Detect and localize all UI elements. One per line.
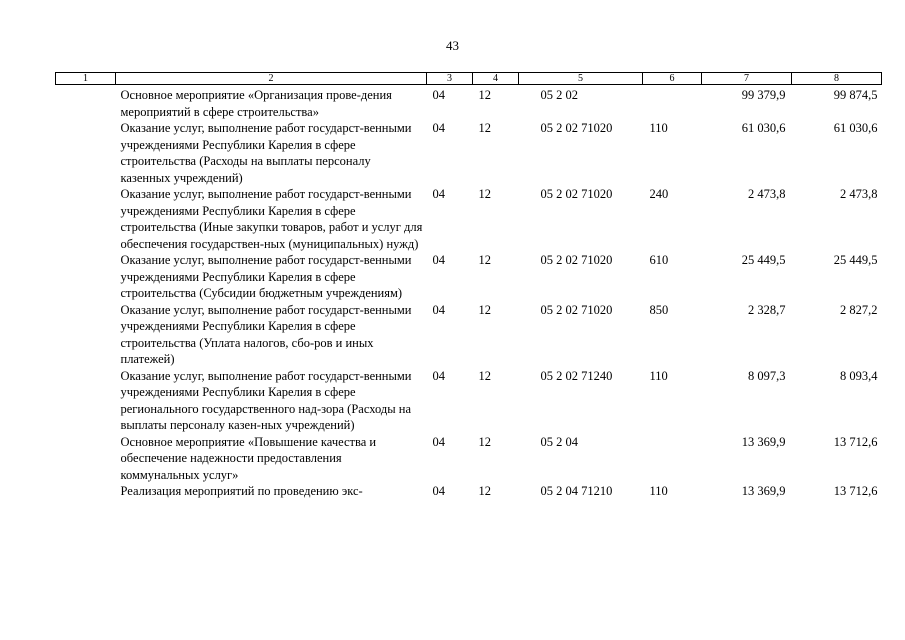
cell-description: Оказание услуг, выполнение работ государст-венными учреждениями Республики Карелия в сфере регионального государственного над-зора (Расходы на выплаты персоналу казен-ных учреждений) <box>120 368 412 432</box>
cell-description: Основное мероприятие «Организация прове-дения мероприятий в сфере строительства» <box>120 88 392 119</box>
cell-col1 <box>56 368 116 434</box>
cell-description: Оказание услуг, выполнение работ государст-венными учреждениями Республики Карелия в сфере строительства (Иные закупки товаров, работ и услуг для обеспечения государствен-ных (муниципальных) нужд) <box>120 187 423 251</box>
cell-amount-8: 61 030,6 <box>833 121 878 135</box>
page-number: 43 <box>446 38 459 53</box>
table-row <box>56 85 882 121</box>
cell-subsection: 12 <box>478 434 491 449</box>
cell-amount-8: 25 449,5 <box>833 253 878 267</box>
table-row <box>56 434 882 484</box>
cell-section: 04 <box>432 484 445 498</box>
table-row <box>56 186 882 252</box>
cell-target-article: 05 2 02 <box>540 88 578 102</box>
cell-description: Оказание услуг, выполнение работ государст-венными учреждениями Республики Карелия в сфере строительства (Уплата налогов, сбо-ров и иных платежей) <box>120 302 412 366</box>
table-row <box>56 368 882 434</box>
column-header-5: 5 <box>519 73 643 85</box>
cell-amount-7: 13 369,9 <box>741 484 786 498</box>
cell-expense-type <box>643 434 702 484</box>
table-row <box>56 120 882 186</box>
cell-target-article: 05 2 02 71020 <box>540 187 613 201</box>
cell-target-article: 05 2 02 71240 <box>540 368 613 383</box>
cell-section: 04 <box>432 253 445 267</box>
cell-col1 <box>56 186 116 252</box>
cell-amount-8: 99 874,5 <box>833 88 878 102</box>
cell-target-article: 05 2 02 71020 <box>540 121 613 135</box>
cell-amount-8: 13 712,6 <box>833 484 878 498</box>
cell-subsection: 12 <box>478 253 491 267</box>
cell-expense-type: 850 <box>649 302 669 317</box>
cell-amount-8: 13 712,6 <box>833 434 878 449</box>
cell-section: 04 <box>432 187 445 201</box>
cell-subsection: 12 <box>478 121 491 135</box>
cell-amount-8: 8 093,4 <box>840 368 878 383</box>
column-header-3: 3 <box>427 73 473 85</box>
cell-expense-type: 240 <box>649 187 669 201</box>
cell-expense-type <box>643 85 702 121</box>
cell-amount-7: 25 449,5 <box>741 253 786 267</box>
cell-col1 <box>56 85 116 121</box>
cell-amount-7: 13 369,9 <box>741 434 786 449</box>
column-header-7: 7 <box>702 73 792 85</box>
cell-description: Реализация мероприятий по проведению экс- <box>120 484 363 498</box>
cell-amount-7: 2 473,8 <box>748 187 786 201</box>
cell-col1 <box>56 483 116 500</box>
cell-subsection: 12 <box>478 302 491 317</box>
column-header-8: 8 <box>792 73 882 85</box>
cell-target-article: 05 2 04 71210 <box>540 484 613 498</box>
cell-description: Основное мероприятие «Повышение качества и обеспечение надежности предоставления коммунальных услуг» <box>120 434 377 482</box>
column-header-2: 2 <box>116 73 427 85</box>
cell-subsection: 12 <box>478 88 491 102</box>
cell-section: 04 <box>432 434 445 449</box>
budget-table <box>55 72 882 500</box>
cell-description: Оказание услуг, выполнение работ государст-венными учреждениями Республики Карелия в сфере строительства (Субсидии бюджетным учреждениям) <box>120 253 412 300</box>
cell-target-article: 05 2 02 71020 <box>540 302 613 317</box>
cell-expense-type: 110 <box>649 121 668 135</box>
cell-expense-type: 110 <box>649 484 668 498</box>
cell-subsection: 12 <box>478 368 491 383</box>
table-row <box>56 483 882 500</box>
cell-subsection: 12 <box>478 484 491 498</box>
cell-amount-7: 2 328,7 <box>748 302 786 317</box>
cell-subsection: 12 <box>478 187 491 201</box>
cell-section: 04 <box>432 121 445 135</box>
cell-description: Оказание услуг, выполнение работ государст-венными учреждениями Республики Карелия в сфере строительства (Расходы на выплаты персоналу казенных учреждений) <box>120 121 412 185</box>
cell-section: 04 <box>432 88 445 102</box>
cell-amount-7: 61 030,6 <box>741 121 786 135</box>
cell-amount-8: 2 827,2 <box>840 302 878 317</box>
cell-amount-7: 8 097,3 <box>748 368 786 383</box>
column-header-6: 6 <box>643 73 702 85</box>
cell-col1 <box>56 434 116 484</box>
cell-section: 04 <box>432 302 445 317</box>
cell-section: 04 <box>432 368 445 383</box>
cell-col1 <box>56 120 116 186</box>
column-header-1: 1 <box>56 73 116 85</box>
cell-target-article: 05 2 04 <box>540 434 578 449</box>
cell-target-article: 05 2 02 71020 <box>540 253 613 267</box>
column-number-row <box>56 73 882 85</box>
cell-amount-7: 99 379,9 <box>741 88 786 102</box>
table-row <box>56 302 882 368</box>
cell-expense-type: 110 <box>649 368 668 383</box>
table-row <box>56 252 882 302</box>
cell-col1 <box>56 302 116 368</box>
cell-expense-type: 610 <box>649 253 669 267</box>
column-header-4: 4 <box>473 73 519 85</box>
cell-amount-8: 2 473,8 <box>840 187 878 201</box>
cell-col1 <box>56 252 116 302</box>
